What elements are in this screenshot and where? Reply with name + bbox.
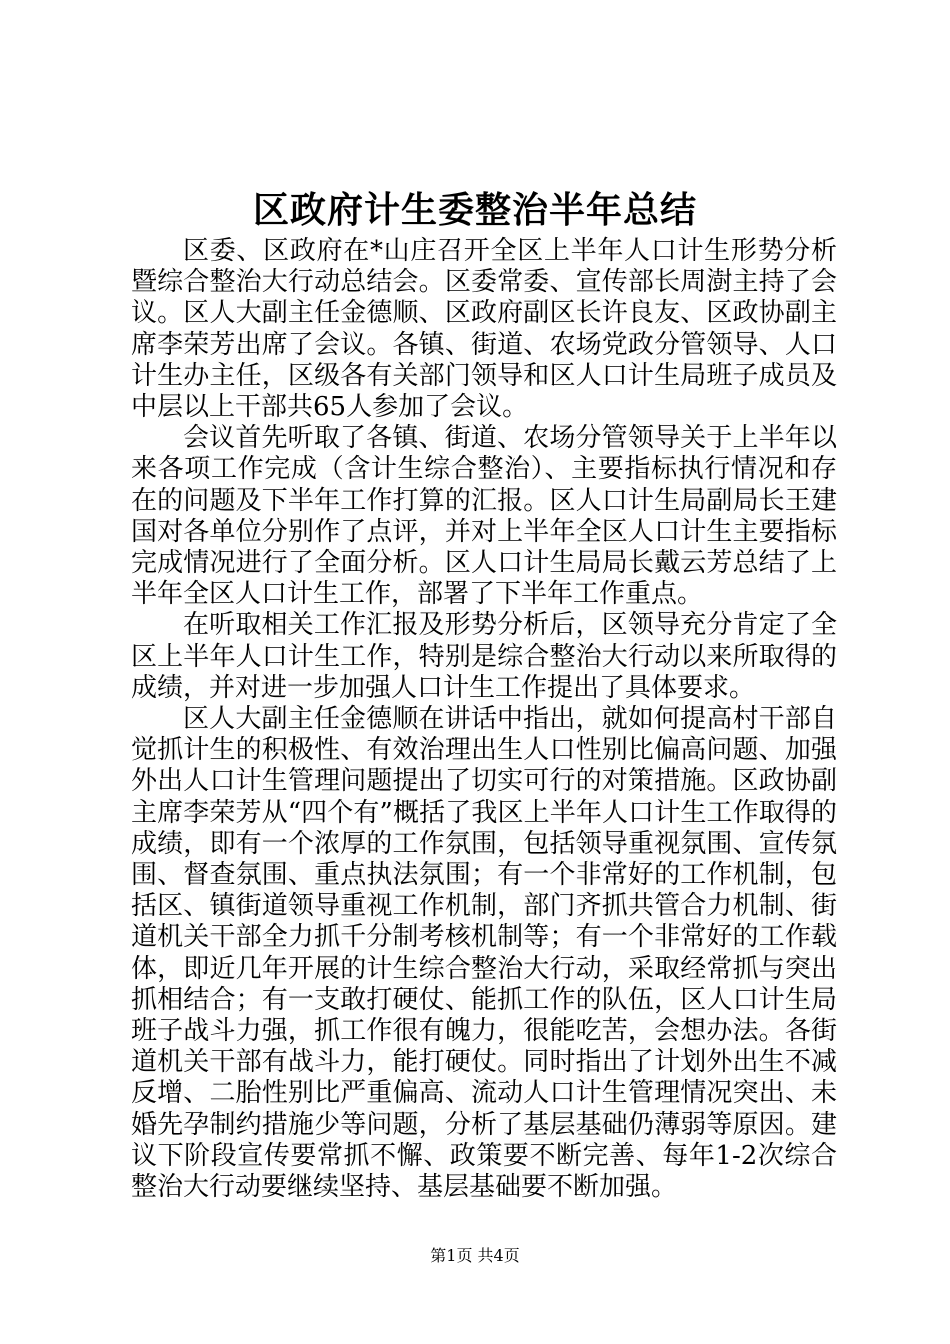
paragraph: 在听取相关工作汇报及形势分析后，区领导充分肯定了全区上半年人口计生工作，特别是综合整治大行动以来所取得的成绩，并对进一步加强人口计生工作提出了具体要求。 [131,610,837,703]
paragraph: 会议首先听取了各镇、街道、农场分管领导关于上半年以来各项工作完成（含计生综合整治）、主要指标执行情况和存在的问题及下半年工作打算的汇报。区人口计生局副局长王建国对各单位分别作了点评，并对上半年全区人口计生主要指标完成情况进行了全面分析。区人口计生局局长戴云芳总结了上半年全区人口计生工作，部署了下半年工作重点。 [131,423,837,610]
paragraph: 区委、区政府在*山庄召开全区上半年人口计生形势分析暨综合整治大行动总结会。区委常委、宣传部长周澍主持了会议。区人大副主任金德顺、区政府副区长许良友、区政协副主席李荣芳出席了会议。各镇、街道、农场党政分管领导、人口计生办主任，区级各有关部门领导和区人口计生局班子成员及中层以上干部共65人参加了会议。 [131,236,837,423]
page-title: 区政府计生委整治半年总结 [252,190,697,231]
paragraph: 区人大副主任金德顺在讲话中指出，就如何提高村干部自觉抓计生的积极性、有效治理出生人口性别比偏高问题、加强外出人口计生管理问题提出了切实可行的对策措施。区政协副主席李荣芳从“四个有”概括了我区上半年人口计生工作取得的成绩，即有一个浓厚的工作氛围，包括领导重视氛围、宣传氛围、督查氛围、重点执法氛围；有一个非常好的工作机制，包括区、镇街道领导重视工作机制，部门齐抓共管合力机制、街道机关干部全力抓千分制考核机制等；有一个非常好的工作载体，即近几年开展的计生综合整治大行动，采取经常抓与突出抓相结合；有一支敢打硬仗、能抓工作的队伍，区人口计生局班子战斗力强，抓工作很有魄力，很能吃苦，会想办法。各街道机关干部有战斗力，能打硬仗。同时指出了计划外出生不减反增、二胎性别比严重偏高、流动人口计生管理情况突出、未婚先孕制约措施少等问题，分析了基层基础仍薄弱等原因。建议下阶段宣传要常抓不懈、政策要不断完善、每年1-2次综合整治大行动要继续坚持、基层基础要不断加强。 [131,704,837,1203]
document-body [131,236,837,1203]
page-footer: 第1页 共4页 [430,1246,520,1265]
